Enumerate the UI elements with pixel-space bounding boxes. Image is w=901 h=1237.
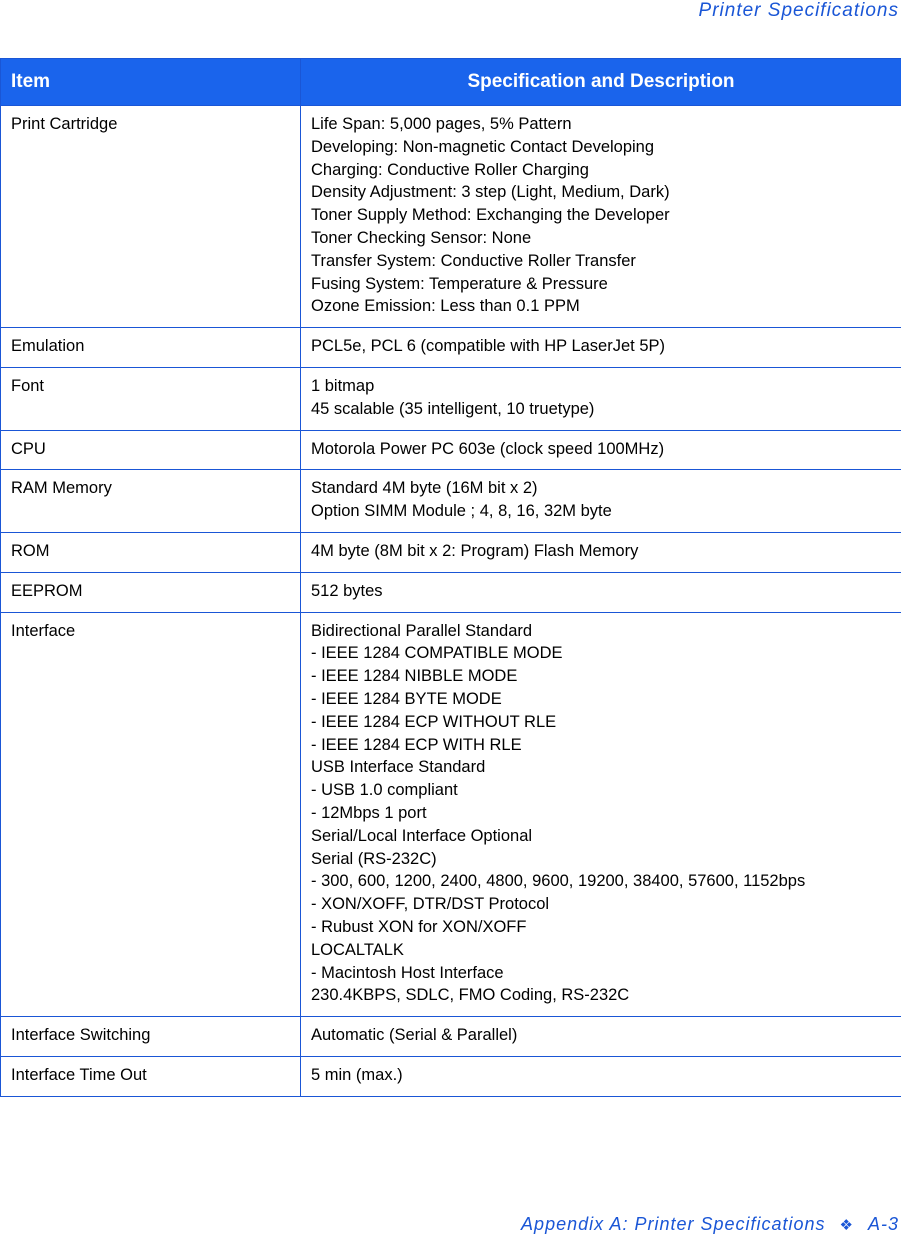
specification-cell	[301, 106, 901, 328]
item-cell: Print Cartridge	[1, 106, 301, 328]
specification-line: 1 bitmap	[311, 376, 375, 395]
specification-line: - XON/XOFF, DTR/DST Protocol	[311, 895, 550, 914]
specification-line: Transfer System: Conductive Roller Transfer	[311, 251, 636, 270]
specification-line: 45 scalable (35 intelligent, 10 truetype)	[311, 399, 595, 418]
specification-line: Serial/Local Interface Optional	[311, 826, 533, 845]
specification-line: Charging: Conductive Roller Charging	[311, 160, 589, 179]
item-cell: Interface	[1, 612, 301, 1017]
specification-line: LOCALTALK	[311, 940, 404, 959]
diamond-separator-icon: ❖	[839, 1217, 854, 1234]
specification-line: Toner Checking Sensor: None	[311, 228, 532, 247]
specifications-table	[0, 58, 901, 1097]
specification-line: - IEEE 1284 BYTE MODE	[311, 689, 502, 708]
table-body	[1, 106, 901, 1097]
specification-line: Life Span: 5,000 pages, 5% Pattern	[311, 115, 572, 133]
specification-line: Automatic (Serial & Parallel)	[311, 1026, 518, 1045]
item-cell: Emulation	[1, 328, 301, 368]
specification-line: 4M byte (8M bit x 2: Program) Flash Memory	[311, 541, 639, 560]
item-cell: Interface Switching	[1, 1017, 301, 1057]
specification-cell	[301, 1017, 901, 1057]
table-header	[1, 59, 901, 106]
specification-line: Bidirectional Parallel Standard	[311, 621, 533, 640]
specification-line: - Rubust XON for XON/XOFF	[311, 917, 527, 936]
specification-cell	[301, 470, 901, 533]
specification-line: - 12Mbps 1 port	[311, 803, 427, 822]
specification-line: 230.4KBPS, SDLC, FMO Coding, RS-232C	[311, 986, 630, 1005]
specification-line: Density Adjustment: 3 step (Light, Medium, Dark)	[311, 183, 670, 202]
table-row	[1, 367, 901, 430]
table-header-row	[1, 59, 901, 106]
running-footer	[521, 1214, 899, 1235]
specification-line: - USB 1.0 compliant	[311, 781, 458, 800]
table-row	[1, 328, 901, 368]
item-cell: CPU	[1, 430, 301, 470]
item-cell: ROM	[1, 532, 301, 572]
table-row	[1, 532, 901, 572]
specification-line: Developing: Non-magnetic Contact Developing	[311, 137, 655, 156]
item-cell: RAM Memory	[1, 470, 301, 533]
specification-cell	[301, 430, 901, 470]
table-row	[1, 572, 901, 612]
column-header-specification: Specification and Description	[301, 59, 901, 106]
specification-line: 512 bytes	[311, 581, 383, 600]
specification-line: Ozone Emission: Less than 0.1 PPM	[311, 297, 580, 316]
specification-line: Motorola Power PC 603e (clock speed 100MHz)	[311, 439, 665, 458]
specification-cell	[301, 532, 901, 572]
footer-page-number: A-3	[867, 1214, 899, 1234]
footer-section-title: Appendix A: Printer Specifications	[521, 1214, 826, 1234]
specification-line: Serial (RS-232C)	[311, 849, 437, 868]
specification-cell	[301, 1056, 901, 1096]
specification-line: Fusing System: Temperature & Pressure	[311, 274, 608, 293]
table-row	[1, 430, 901, 470]
table-row	[1, 106, 901, 328]
specification-cell	[301, 572, 901, 612]
table-row	[1, 1017, 901, 1057]
specification-line: - Macintosh Host Interface	[311, 963, 504, 982]
column-header-item: Item	[1, 59, 301, 106]
table-row	[1, 612, 901, 1017]
specification-line: PCL5e, PCL 6 (compatible with HP LaserJet 5P)	[311, 337, 666, 356]
running-header-title: Printer Specifications	[698, 0, 899, 21]
specification-cell	[301, 367, 901, 430]
specification-line: Standard 4M byte (16M bit x 2)	[311, 479, 538, 498]
specification-line: Toner Supply Method: Exchanging the Developer	[311, 206, 670, 225]
specification-line: USB Interface Standard	[311, 758, 486, 777]
specification-line: Option SIMM Module ; 4, 8, 16, 32M byte	[311, 502, 612, 521]
item-cell: Font	[1, 367, 301, 430]
specification-line: - IEEE 1284 ECP WITH RLE	[311, 735, 522, 754]
item-cell: Interface Time Out	[1, 1056, 301, 1096]
specification-cell	[301, 612, 901, 1017]
specification-line: - 300, 600, 1200, 2400, 4800, 9600, 19200, 38400, 57600, 1152bps	[311, 872, 806, 891]
table-row	[1, 470, 901, 533]
specification-line: - IEEE 1284 NIBBLE MODE	[311, 667, 518, 686]
specification-cell	[301, 328, 901, 368]
item-cell: EEPROM	[1, 572, 301, 612]
specification-line: 5 min (max.)	[311, 1065, 403, 1084]
table-row	[1, 1056, 901, 1096]
specification-line: - IEEE 1284 COMPATIBLE MODE	[311, 644, 563, 663]
specification-line: - IEEE 1284 ECP WITHOUT RLE	[311, 712, 557, 731]
